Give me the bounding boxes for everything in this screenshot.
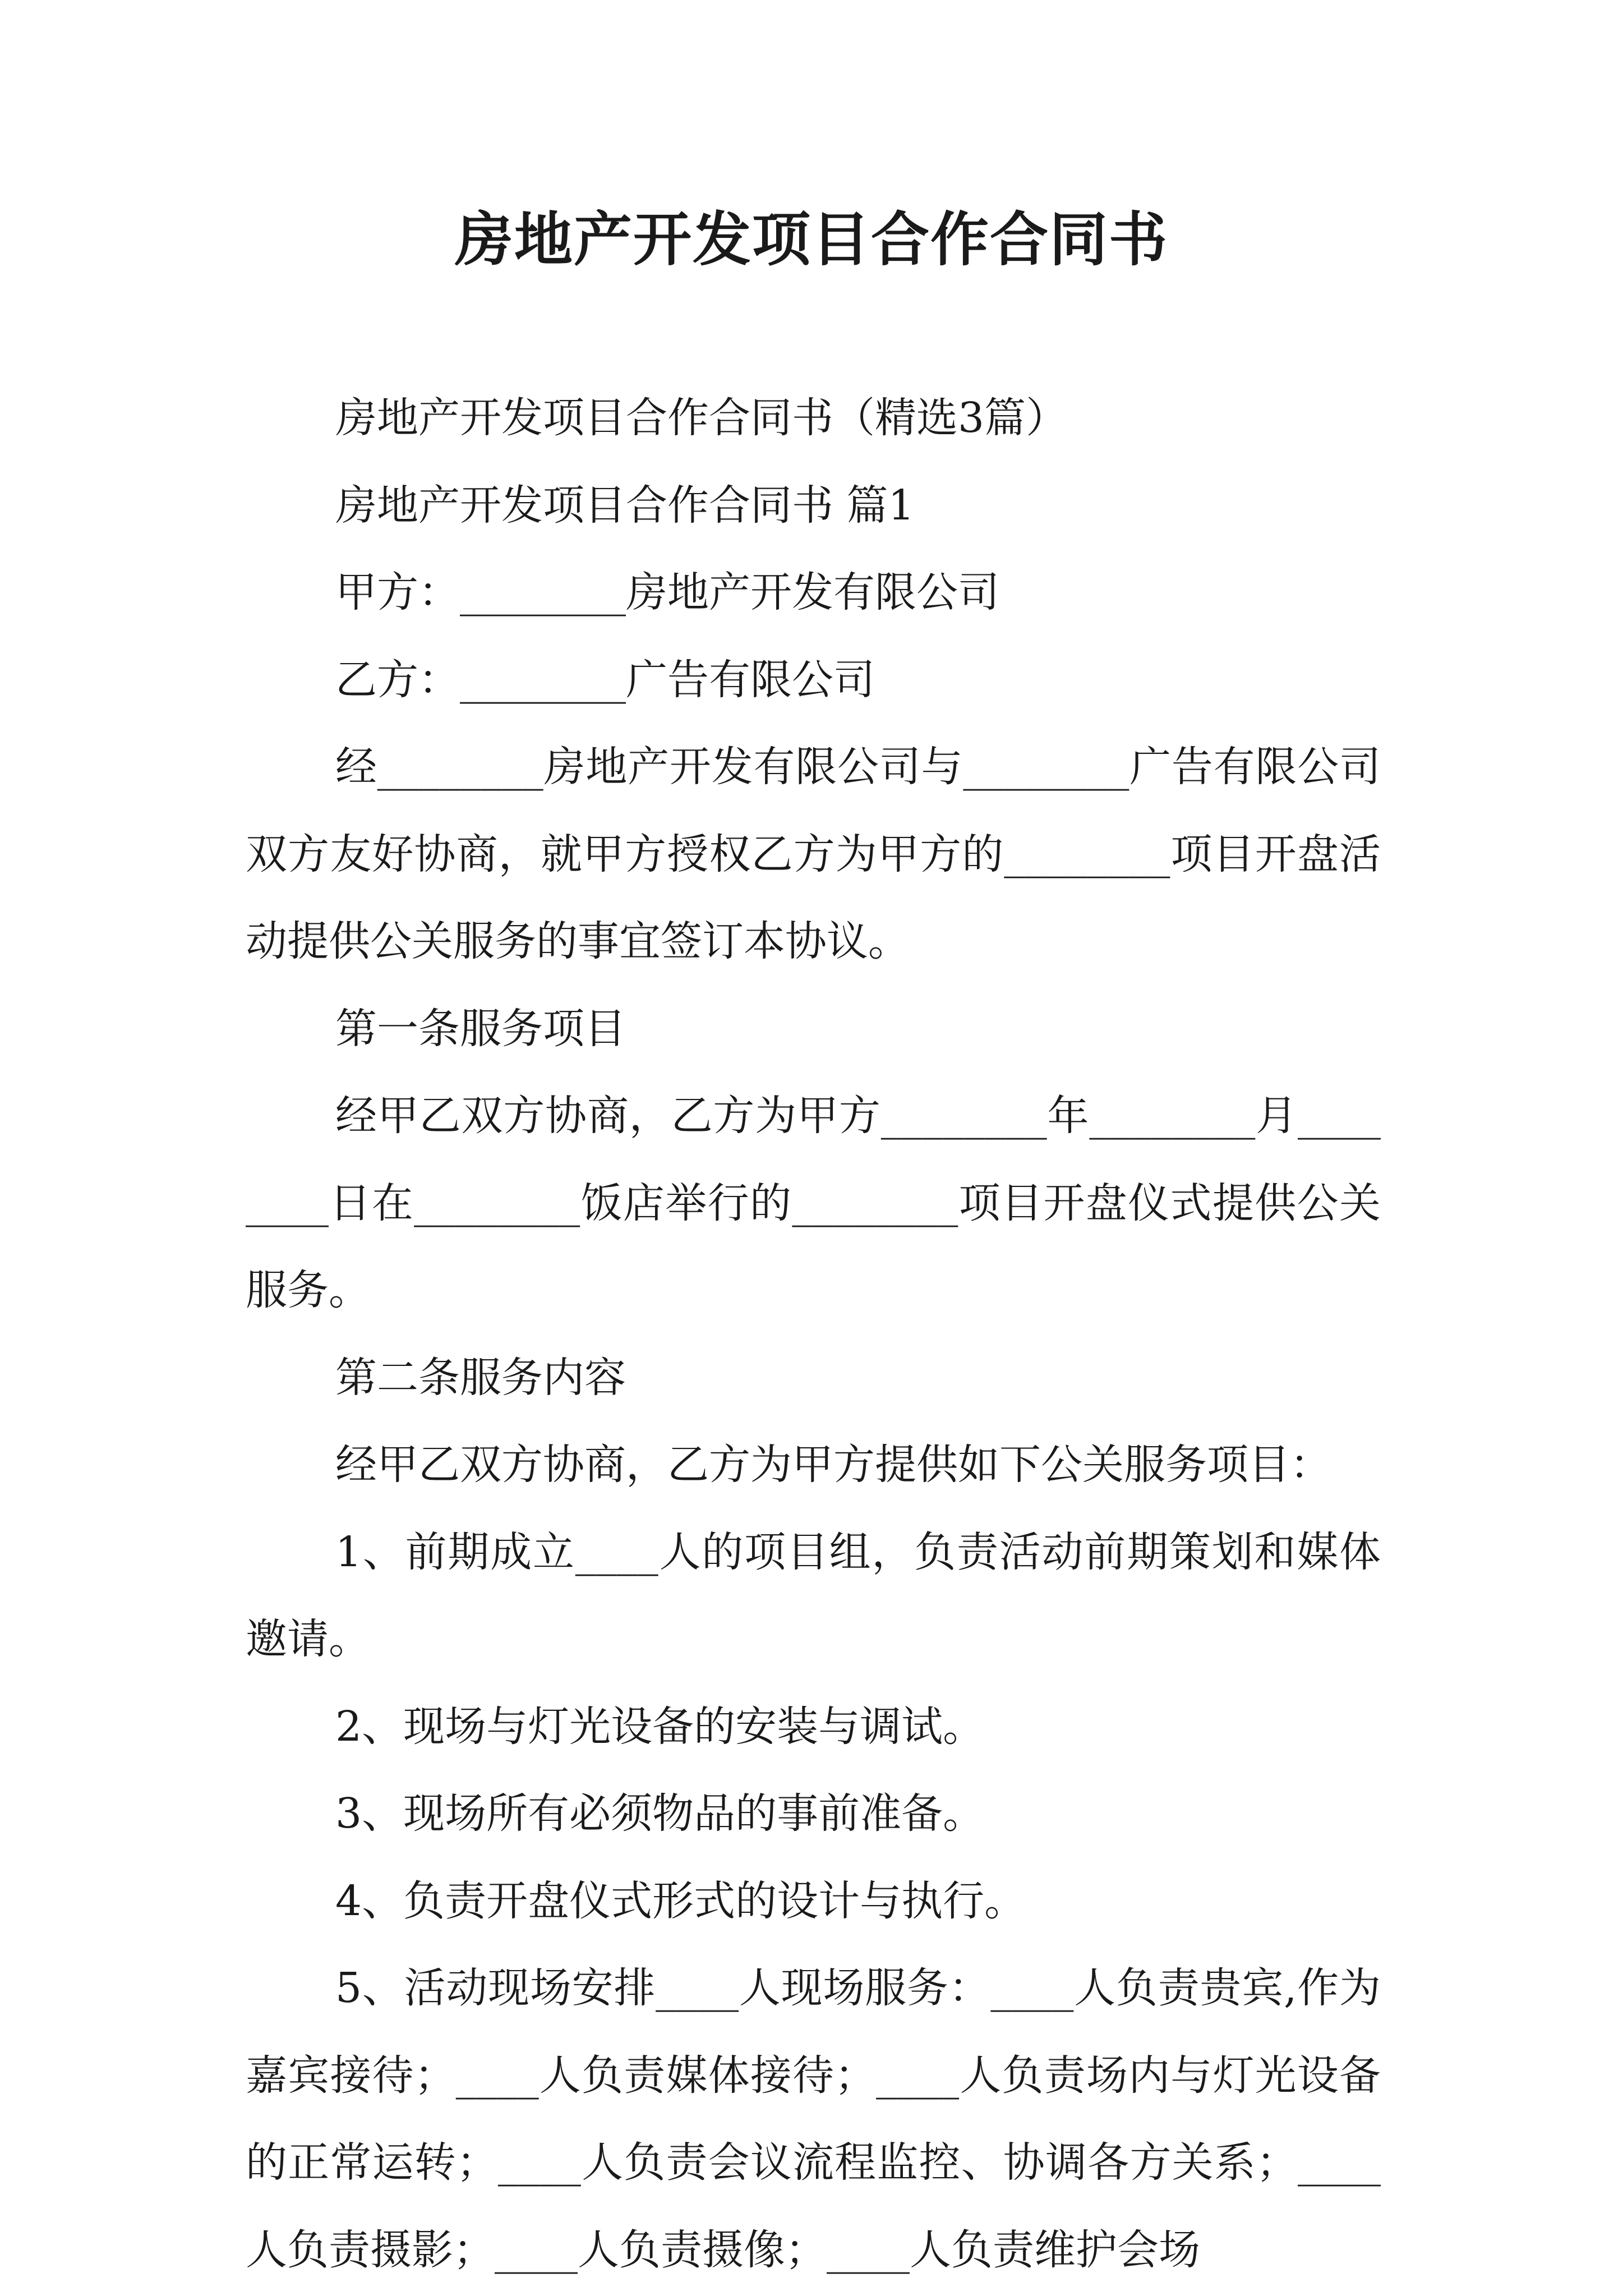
paragraph-article-2-intro: 经甲乙双方协商，乙方为甲方提供如下公关服务项目：	[335, 1441, 1331, 1489]
document-title: 房地产开发项目合作合同书	[454, 205, 1168, 274]
paragraph-article-2-heading: 第二条服务内容	[335, 1353, 626, 1402]
paragraph-item-4: 4、负责开盘仪式形式的设计与执行。	[335, 1876, 1026, 1925]
document-body	[246, 375, 1381, 2294]
paragraph-item-2: 2、现场与灯光设备的安装与调试。	[335, 1702, 985, 1751]
paragraph-item-1: 1、前期成立____人的项目组，负责活动前期策划和媒体邀请。	[246, 1527, 1381, 1663]
paragraph-item-5: 5、活动现场安排____人现场服务：____人负责贵宾,作为嘉宾接待；____人负责媒体接待；____人负责场内与灯光设备的正常运转；____人负责会议流程监控、协调各方关系；____人负责摄影；____人负责摄像；____人负责维护会场	[246, 1964, 1381, 2274]
paragraph-item-3: 3、现场所有必须物品的事前准备。	[335, 1789, 985, 1838]
paragraph-subtitle: 房地产开发项目合作合同书（精选3篇）	[335, 394, 1068, 442]
paragraph-article-1-body: 经甲乙双方协商，乙方为甲方________年________月________日在________饭店举行的________项目开盘仪式提供公关服务。	[246, 1092, 1381, 1314]
paragraph-preamble: 经________房地产开发有限公司与________广告有限公司双方友好协商，就甲方授权乙方为甲方的________项目开盘活动提供公关服务的事宜签订本协议。	[246, 743, 1381, 965]
paragraph-party-a: 甲方：________房地产开发有限公司	[335, 568, 999, 616]
paragraph-section-heading: 房地产开发项目合作合同书 篇1	[335, 481, 915, 530]
paragraph-party-b: 乙方：________广告有限公司	[335, 655, 875, 704]
paragraph-article-1-heading: 第一条服务项目	[335, 1004, 626, 1053]
